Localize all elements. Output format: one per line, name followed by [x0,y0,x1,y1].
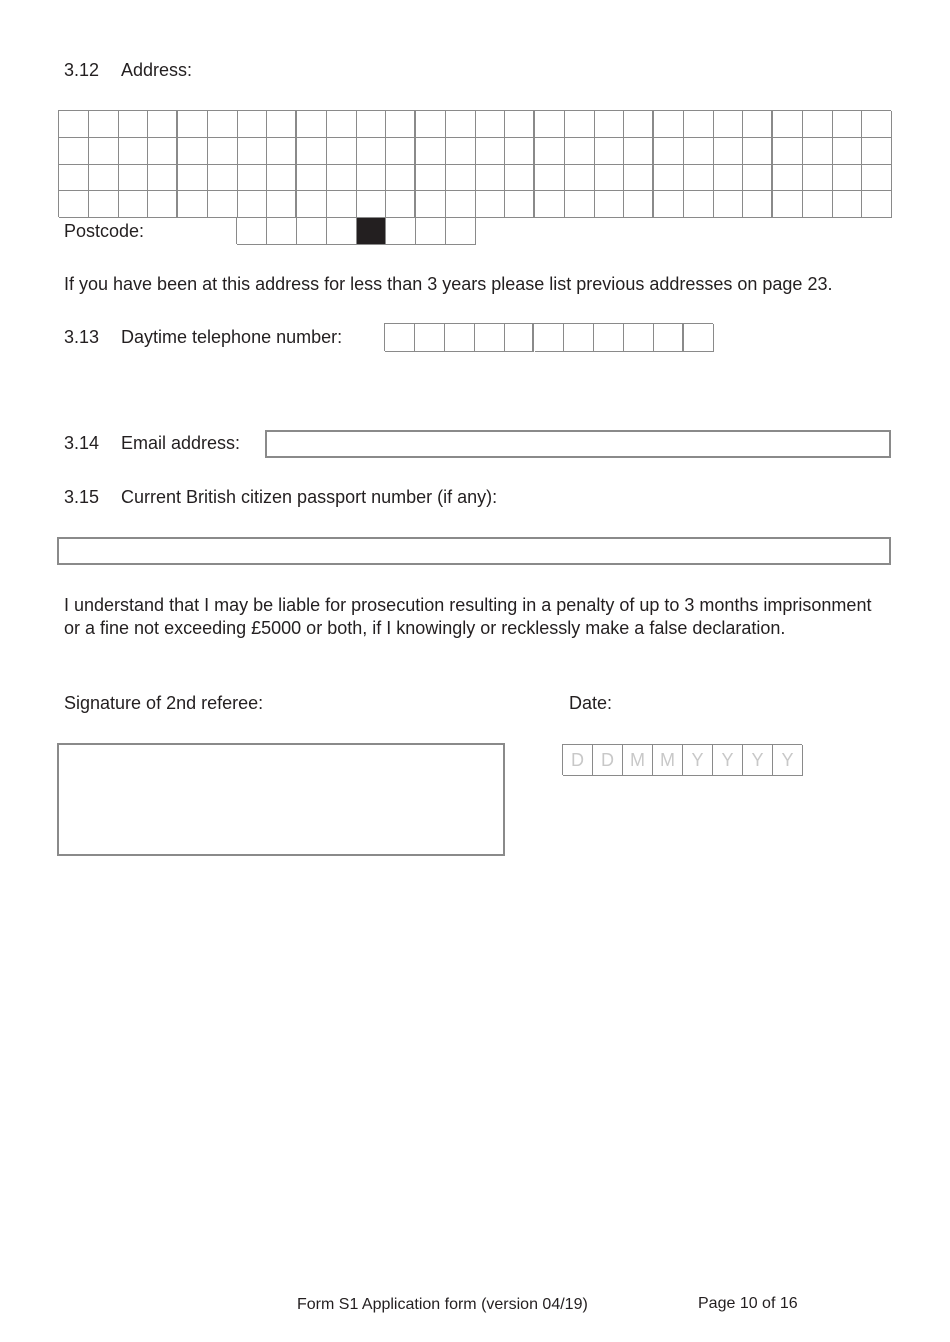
phone-question [64,327,342,348]
passport-question-label: Current British citizen passport number (if any): [121,487,498,507]
address-char-box[interactable] [89,138,119,165]
address-char-box[interactable] [535,111,565,138]
address-char-box[interactable] [59,111,89,138]
address-char-box[interactable] [595,165,625,192]
address-char-box[interactable] [238,138,268,165]
postcode-char-box[interactable] [237,218,267,245]
address-char-box[interactable] [297,165,327,192]
address-char-box[interactable] [505,191,535,218]
address-char-box[interactable] [565,138,595,165]
address-char-box[interactable] [773,165,803,192]
address-char-box[interactable] [684,191,714,218]
address-char-box[interactable] [327,138,357,165]
address-char-box[interactable] [714,165,744,192]
address-char-box[interactable] [565,165,595,192]
phone-char-box[interactable] [475,324,505,352]
address-char-box[interactable] [624,111,654,138]
phone-char-box[interactable] [564,324,594,352]
address-char-box[interactable] [684,111,714,138]
address-char-box[interactable] [297,138,327,165]
date-input-grid[interactable] [562,744,802,775]
address-char-box[interactable] [416,165,446,192]
date-char-box[interactable]: Y [773,745,803,776]
address-char-box[interactable] [743,138,773,165]
address-char-box[interactable] [386,138,416,165]
address-char-box[interactable] [773,138,803,165]
address-char-box[interactable] [446,191,476,218]
footer-form-name: Form S1 Application form (version 04/19) [297,1296,588,1313]
address-char-box[interactable] [505,111,535,138]
address-char-box[interactable] [833,111,863,138]
address-char-box[interactable] [833,191,863,218]
address-char-box[interactable] [238,111,268,138]
address-char-box[interactable] [297,111,327,138]
address-char-box[interactable] [386,111,416,138]
address-char-box[interactable] [416,138,446,165]
phone-char-box[interactable] [385,324,415,352]
address-char-box[interactable] [357,165,387,192]
address-char-box[interactable] [238,165,268,192]
postcode-char-box[interactable] [416,218,446,245]
address-char-box[interactable] [833,165,863,192]
passport-input[interactable] [57,537,891,565]
postcode-label: Postcode: [64,221,145,241]
address-char-box[interactable] [327,111,357,138]
address-char-box[interactable] [416,191,446,218]
address-question-label: Address: [121,60,193,80]
address-char-box[interactable] [773,111,803,138]
address-char-box[interactable] [535,191,565,218]
date-char-box[interactable]: M [653,745,683,776]
address-char-box[interactable] [624,138,654,165]
address-char-box[interactable] [148,111,178,138]
address-char-box[interactable] [803,111,833,138]
address-char-box[interactable] [208,111,238,138]
address-input-grid[interactable] [58,110,891,217]
address-char-box[interactable] [654,165,684,192]
address-char-box[interactable] [357,191,387,218]
address-char-box[interactable] [476,191,506,218]
address-char-box[interactable] [119,138,149,165]
address-char-box[interactable] [119,165,149,192]
address-char-box[interactable] [446,138,476,165]
address-char-box[interactable] [148,191,178,218]
address-char-box[interactable] [267,138,297,165]
address-char-box[interactable] [743,165,773,192]
address-char-box[interactable] [446,111,476,138]
address-char-box[interactable] [476,165,506,192]
address-char-box[interactable] [654,138,684,165]
address-char-box[interactable] [595,138,625,165]
address-char-box[interactable] [59,138,89,165]
address-char-box[interactable] [535,165,565,192]
date-char-box[interactable]: Y [743,745,773,776]
address-char-box[interactable] [595,111,625,138]
email-question-number: 3.14 [64,433,100,453]
address-char-box[interactable] [446,165,476,192]
phone-char-box[interactable] [505,324,535,352]
phone-char-box[interactable] [594,324,624,352]
signature-box[interactable] [57,743,505,856]
postcode-char-box[interactable] [327,218,357,245]
address-char-box[interactable] [595,191,625,218]
address-char-box[interactable] [297,191,327,218]
signature-label: Signature of 2nd referee: [64,693,264,713]
address-char-box[interactable] [684,138,714,165]
phone-char-box[interactable] [624,324,654,352]
address-char-box[interactable] [714,111,744,138]
address-char-box[interactable] [505,138,535,165]
address-char-box[interactable] [386,191,416,218]
date-char-box[interactable]: M [623,745,653,776]
address-char-box[interactable] [624,165,654,192]
address-char-box[interactable] [743,111,773,138]
address-char-box[interactable] [565,111,595,138]
postcode-char-box[interactable] [446,218,476,245]
address-char-box[interactable] [714,191,744,218]
postcode-char-box[interactable] [386,218,416,245]
address-char-box[interactable] [684,165,714,192]
address-char-box[interactable] [327,165,357,192]
address-char-box[interactable] [119,191,149,218]
address-char-box[interactable] [654,111,684,138]
date-char-box[interactable]: Y [683,745,713,776]
phone-char-box[interactable] [445,324,475,352]
address-char-box[interactable] [803,191,833,218]
date-label: Date: [569,693,613,713]
address-char-box[interactable] [59,191,89,218]
phone-question-number: 3.13 [64,327,100,347]
email-question-label: Email address: [121,433,241,453]
address-char-box[interactable] [357,138,387,165]
address-char-box[interactable] [267,165,297,192]
passport-question-number: 3.15 [64,487,100,507]
address-char-box[interactable] [386,165,416,192]
address-char-box[interactable] [773,191,803,218]
address-char-box[interactable] [238,191,268,218]
phone-input-grid[interactable] [384,323,713,351]
address-char-box[interactable] [59,165,89,192]
postcode-char-box[interactable] [297,218,327,245]
address-char-box[interactable] [416,111,446,138]
address-char-box[interactable] [89,165,119,192]
address-char-box[interactable] [267,191,297,218]
postcode-input-grid[interactable] [236,217,475,244]
address-char-box[interactable] [862,165,892,192]
email-input[interactable] [265,430,891,458]
postcode-char-box[interactable] [267,218,297,245]
address-char-box[interactable] [803,138,833,165]
date-char-box[interactable]: Y [713,745,743,776]
phone-char-box[interactable] [535,324,565,352]
address-question-number: 3.12 [64,60,100,80]
address-char-box[interactable] [654,191,684,218]
address-char-box[interactable] [148,138,178,165]
previous-address-note: If you have been at this address for less than 3 years please list previous addresses on page 23. [64,274,833,294]
address-char-box[interactable] [476,111,506,138]
declaration-text: I understand that I may be liable for prosecution resulting in a penalty of up to 3 months imprisonment or a fine not exceeding £5000 or both, if I knowingly or recklessly make a false declaration. [64,595,872,638]
phone-question-label: Daytime telephone number: [121,327,343,347]
address-char-box[interactable] [119,111,149,138]
address-char-box[interactable] [178,165,208,192]
address-char-box[interactable] [535,138,565,165]
address-char-box[interactable] [476,138,506,165]
address-char-box[interactable] [565,191,595,218]
postcode-char-box[interactable] [357,218,387,245]
address-char-box[interactable] [327,191,357,218]
address-char-box[interactable] [624,191,654,218]
address-char-box[interactable] [208,165,238,192]
passport-question [64,487,497,508]
date-char-box[interactable]: D [563,745,593,776]
address-question [64,60,192,81]
address-char-box[interactable] [714,138,744,165]
address-char-box[interactable] [862,191,892,218]
phone-char-box[interactable] [684,324,714,352]
address-char-box[interactable] [862,138,892,165]
address-char-box[interactable] [833,138,863,165]
phone-char-box[interactable] [415,324,445,352]
address-char-box[interactable] [267,111,297,138]
address-char-box[interactable] [862,111,892,138]
date-char-box[interactable]: D [593,745,623,776]
address-char-box[interactable] [505,165,535,192]
address-char-box[interactable] [178,111,208,138]
address-char-box[interactable] [148,165,178,192]
address-char-box[interactable] [743,191,773,218]
address-char-box[interactable] [178,138,208,165]
address-char-box[interactable] [208,191,238,218]
address-char-box[interactable] [208,138,238,165]
footer-page-number: Page 10 of 16 [698,1295,798,1312]
address-char-box[interactable] [357,111,387,138]
address-char-box[interactable] [89,191,119,218]
address-char-box[interactable] [89,111,119,138]
email-question [64,433,240,454]
address-char-box[interactable] [178,191,208,218]
phone-char-box[interactable] [654,324,684,352]
address-char-box[interactable] [803,165,833,192]
